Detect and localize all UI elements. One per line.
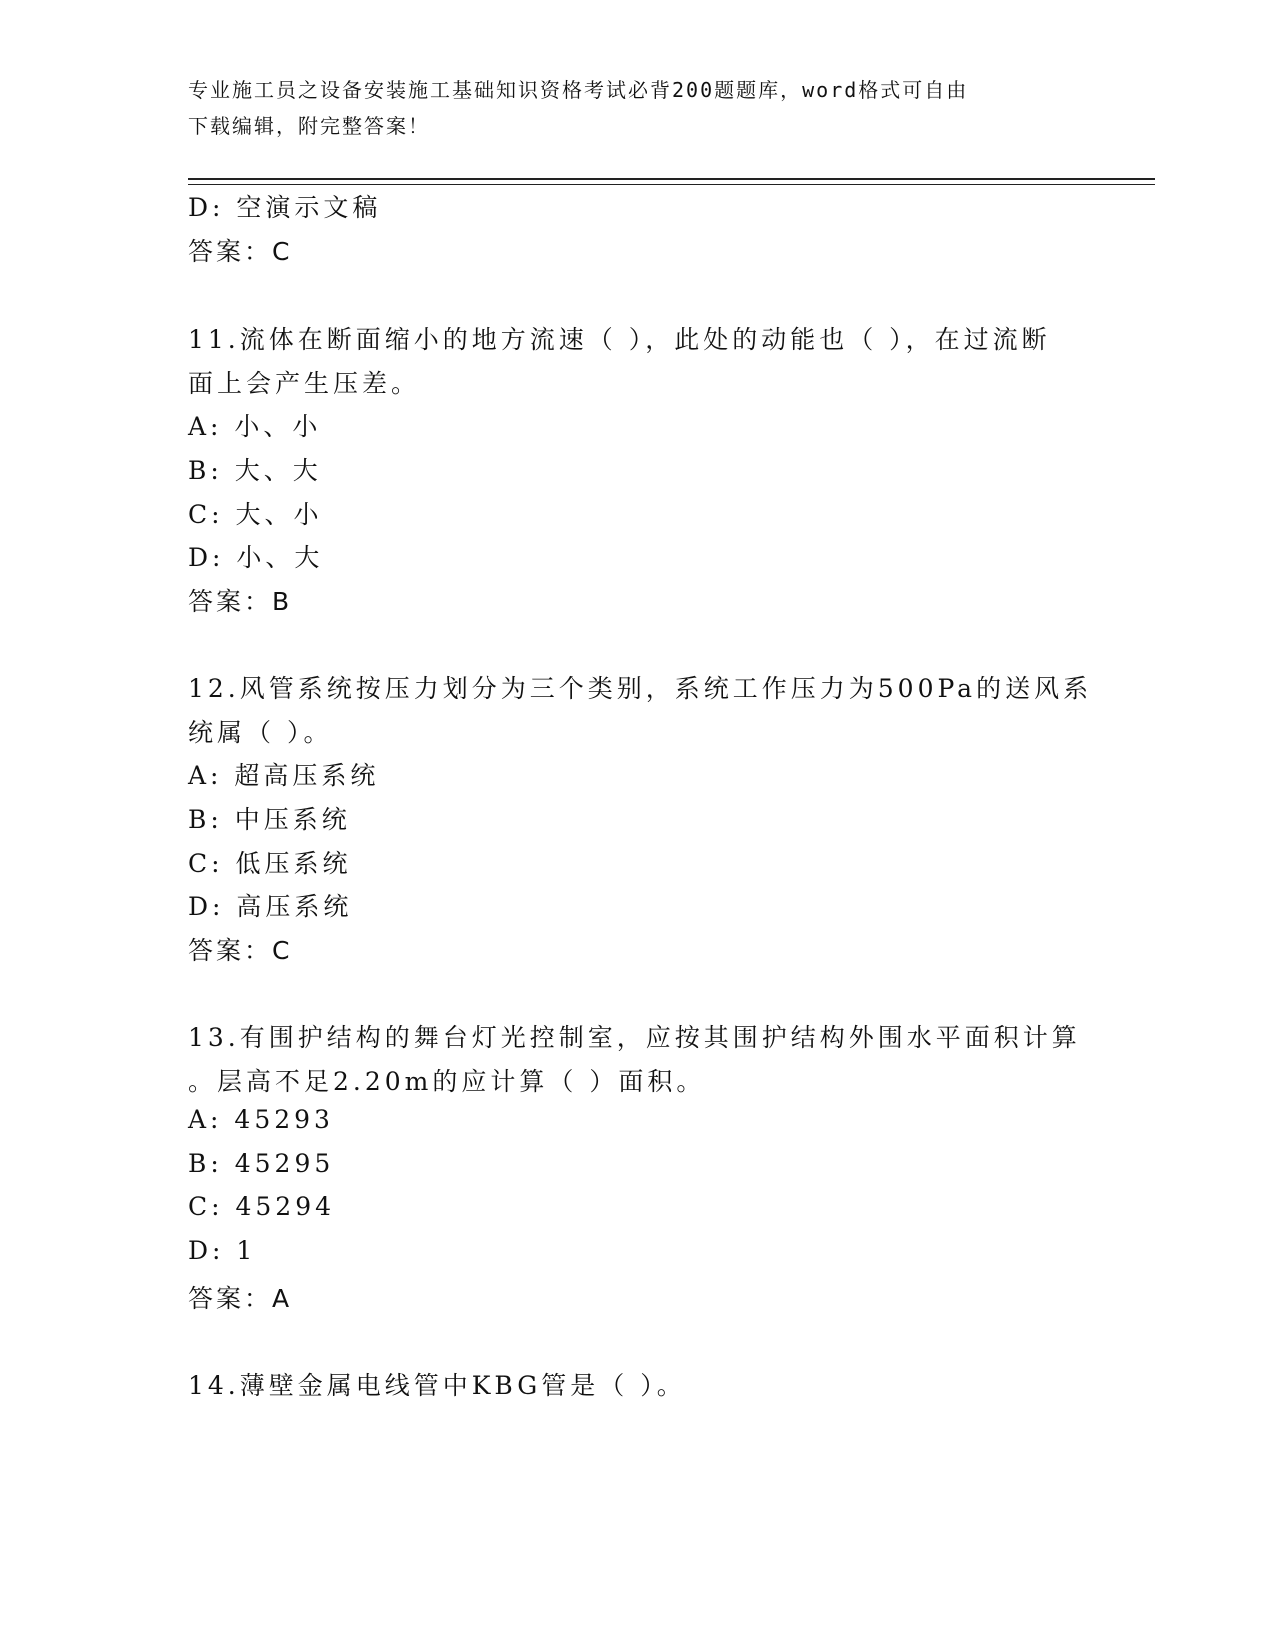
q10-option-d: D: 空演示文稿 — [188, 193, 382, 222]
q13-stem-line-1: 13.有围护结构的舞台灯光控制室，应按其围护结构外围水平面积计算 — [188, 1023, 1081, 1052]
q12-option-a: A: 超高压系统 — [188, 761, 380, 790]
header-rule-thick — [188, 178, 1155, 180]
q13-option-b: B: 45295 — [188, 1149, 335, 1178]
document-header — [188, 72, 1068, 144]
q10-answer: 答案：C — [188, 237, 293, 266]
header-line-1: 专业施工员之设备安装施工基础知识资格考试必背200题题库，word格式可自由 — [188, 78, 969, 102]
q11-option-d: D: 小、大 — [188, 543, 324, 572]
header-rule-thin — [188, 184, 1155, 185]
q12-option-d: D: 高压系统 — [188, 892, 353, 921]
q13-stem-line-2: 。层高不足2.20m的应计算（ ）面积。 — [188, 1067, 706, 1096]
q12-option-c: C: 低压系统 — [188, 849, 352, 878]
q11-stem-line-1: 11.流体在断面缩小的地方流速（ ），此处的动能也（ ），在过流断 — [188, 325, 1051, 354]
q13-answer: 答案：A — [188, 1284, 293, 1313]
q11-answer: 答案：B — [188, 587, 293, 616]
q11-stem-line-2: 面上会产生压差。 — [188, 369, 421, 398]
q14-stem-line-1: 14.薄壁金属电线管中KBG管是（ ）。 — [188, 1371, 686, 1400]
q11-option-b: B: 大、大 — [188, 456, 322, 485]
q13-option-c: C: 45294 — [188, 1192, 336, 1221]
q13-option-a: A: 45293 — [188, 1105, 334, 1134]
q12-stem-line-1: 12.风管系统按压力划分为三个类别，系统工作压力为500Pa的送风系 — [188, 674, 1093, 703]
q13-option-d: D: 1 — [188, 1236, 257, 1265]
q12-answer: 答案：C — [188, 936, 293, 965]
q12-option-b: B: 中压系统 — [188, 805, 351, 834]
q12-stem-line-2: 统属（ ）。 — [188, 718, 333, 747]
header-line-2: 下载编辑，附完整答案！ — [188, 114, 430, 138]
q11-option-c: C: 大、小 — [188, 500, 323, 529]
q11-option-a: A: 小、小 — [188, 412, 322, 441]
